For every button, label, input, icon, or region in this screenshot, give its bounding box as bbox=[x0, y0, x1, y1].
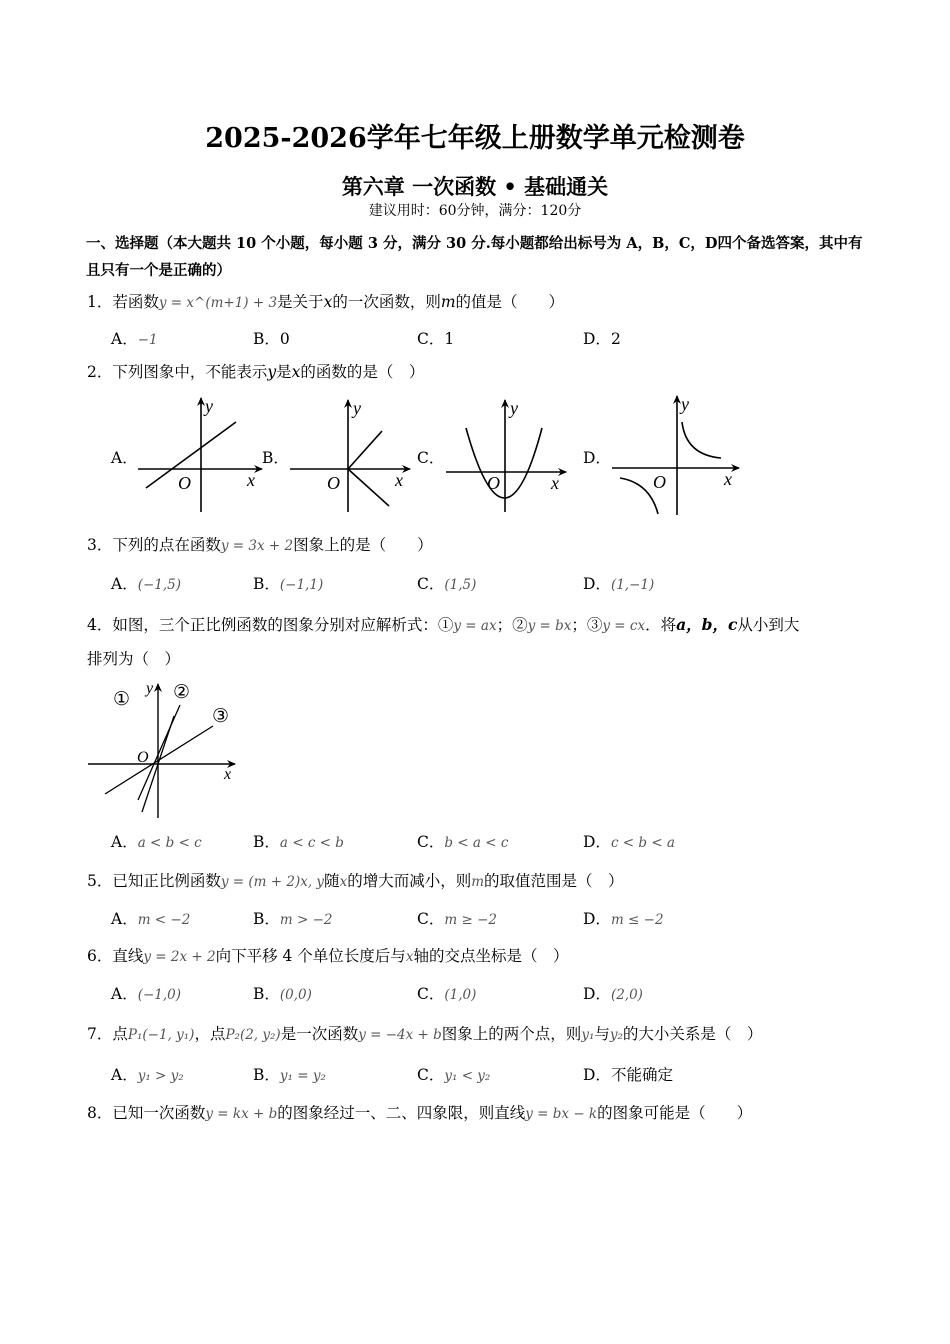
q4-y-label: y bbox=[146, 680, 154, 697]
question-7-stem: 7．点P₁(−1, y₁)，点P₂(2, y₂)是一次函数y = −4x + b图象上的两个点，则y₁与y₂的大小关系是（ ） bbox=[87, 1025, 763, 1043]
q7-option-c[interactable]: C．y₁ < y₂ bbox=[417, 1066, 491, 1084]
q3-option-d[interactable]: D．(1,−1) bbox=[583, 575, 655, 593]
q4-option-c[interactable]: C．b < a < c bbox=[417, 833, 509, 851]
question-8-stem: 8．已知一次函数y = kx + b的图象经过一、二、四象限，则直线y = bx − k的图象可能是（ ） bbox=[87, 1104, 753, 1122]
graph-d-hyperbola-q1 bbox=[682, 422, 721, 458]
graph-b-ray-down bbox=[348, 469, 389, 506]
graph-c-x-label: x bbox=[551, 473, 559, 493]
q3-option-b[interactable]: B．(−1,1) bbox=[253, 575, 324, 593]
q1-option-c[interactable]: C．1 bbox=[417, 330, 455, 348]
q4-label-1: ① bbox=[113, 689, 131, 710]
q5-option-c[interactable]: C．m ≥ −2 bbox=[417, 910, 497, 928]
graph-a-x-label: x bbox=[247, 470, 255, 490]
q4-x-label: x bbox=[224, 766, 232, 783]
q4-origin: O bbox=[137, 749, 149, 766]
q1-option-b[interactable]: B．0 bbox=[253, 330, 290, 348]
section-header: 一、选择题（本大题共 10 个小题，每小题 3 分，满分 30 分.每小题都给出标号为 A，B，C，D四个备选答案，其中有且只有一个是正确的） bbox=[86, 235, 863, 279]
q6-option-c[interactable]: C．(1,0) bbox=[417, 985, 477, 1003]
question-4-stem: 4．如图，三个正比例函数的图象分别对应解析式：①y = ax；②y = bx；③y = cx．将a，b，c从小到大 bbox=[87, 615, 800, 634]
graph-c-y-label: y bbox=[510, 398, 518, 418]
q3-option-a[interactable]: A．(−1,5) bbox=[111, 575, 182, 593]
graph-b-origin: O bbox=[327, 473, 340, 493]
question-4-stem-line2: 排列为（ ） bbox=[87, 650, 181, 668]
q4-label-2: ② bbox=[173, 682, 191, 703]
graph-c bbox=[446, 398, 566, 512]
graph-c-origin: O bbox=[487, 473, 500, 493]
q5-option-b[interactable]: B．m > −2 bbox=[253, 910, 333, 928]
graph-a-line bbox=[146, 422, 236, 488]
q1-option-d[interactable]: D．2 bbox=[583, 330, 621, 348]
q4-line-3 bbox=[105, 726, 213, 794]
q6-option-a[interactable]: A．(−1,0) bbox=[111, 985, 182, 1003]
q5-option-d[interactable]: D．m ≤ −2 bbox=[583, 910, 664, 928]
q1-formula: y = x^(m+1) + 3 bbox=[158, 295, 278, 311]
question-6-stem: 6．直线y = 2x + 2向下平移 4 个单位长度后与x轴的交点坐标是（ ） bbox=[87, 947, 569, 965]
question-2-stem: 2．下列图象中，不能表示y是x的函数的是（ ） bbox=[87, 363, 425, 381]
q7-option-d[interactable]: D．不能确定 bbox=[583, 1066, 673, 1084]
q6-option-d[interactable]: D．(2,0) bbox=[583, 985, 643, 1003]
question-3-stem: 3．下列的点在函数y = 3x + 2图象上的是（ ） bbox=[87, 536, 433, 554]
q4-option-a[interactable]: A．a < b < c bbox=[111, 833, 202, 851]
graph-b-x-label: x bbox=[395, 470, 403, 490]
question-1-stem: 1．若函数y = x^(m+1) + 3是关于x的一次函数，则m的值是（ ） bbox=[87, 293, 565, 311]
graph-a-origin: O bbox=[178, 473, 191, 493]
q7-option-b[interactable]: B．y₁ = y₂ bbox=[253, 1066, 326, 1084]
q2-option-b[interactable]: B． bbox=[262, 449, 289, 467]
q4-option-b[interactable]: B．a < c < b bbox=[253, 833, 344, 851]
graph-d bbox=[612, 394, 739, 515]
q2-option-a[interactable]: A． bbox=[111, 449, 138, 467]
graph-d-y-label: y bbox=[681, 394, 689, 414]
graph-c-parabola bbox=[466, 428, 542, 498]
exam-title: 2025-2026学年七年级上册数学单元检测卷 bbox=[205, 123, 745, 154]
q4-figure bbox=[88, 680, 235, 818]
q3-option-c[interactable]: C．(1,5) bbox=[417, 575, 477, 593]
graph-d-origin: O bbox=[653, 472, 666, 492]
q5-formula: y = (m + 2)x, y bbox=[220, 874, 325, 890]
q6-formula: y = 2x + 2 bbox=[143, 949, 216, 965]
q2-option-d[interactable]: D． bbox=[583, 449, 611, 467]
q3-formula: y = 3x + 2 bbox=[220, 538, 294, 554]
graph-a-y-label: y bbox=[205, 396, 213, 416]
q4-option-d[interactable]: D．c < b < a bbox=[583, 833, 675, 851]
q5-option-a[interactable]: A．m < −2 bbox=[111, 910, 191, 928]
q7-option-a[interactable]: A．y₁ > y₂ bbox=[111, 1066, 184, 1084]
time-info: 建议用时：60分钟，满分：120分 bbox=[368, 203, 582, 219]
graph-b bbox=[290, 398, 410, 512]
q1-option-a[interactable]: A．−1 bbox=[111, 330, 158, 348]
q4-label-3: ③ bbox=[212, 706, 230, 727]
graph-b-y-label: y bbox=[353, 398, 361, 418]
graph-a bbox=[138, 396, 262, 512]
q6-option-b[interactable]: B．(0,0) bbox=[253, 985, 312, 1003]
graph-d-x-label: x bbox=[724, 469, 732, 489]
chapter-subtitle: 第六章 一次函数 • 基础通关 bbox=[341, 174, 609, 199]
graph-b-ray-up bbox=[348, 431, 382, 469]
q2-option-c[interactable]: C． bbox=[417, 449, 445, 467]
question-5-stem: 5．已知正比例函数y = (m + 2)x, y随x的增大而减小，则m的取值范围是（ ） bbox=[87, 872, 624, 890]
